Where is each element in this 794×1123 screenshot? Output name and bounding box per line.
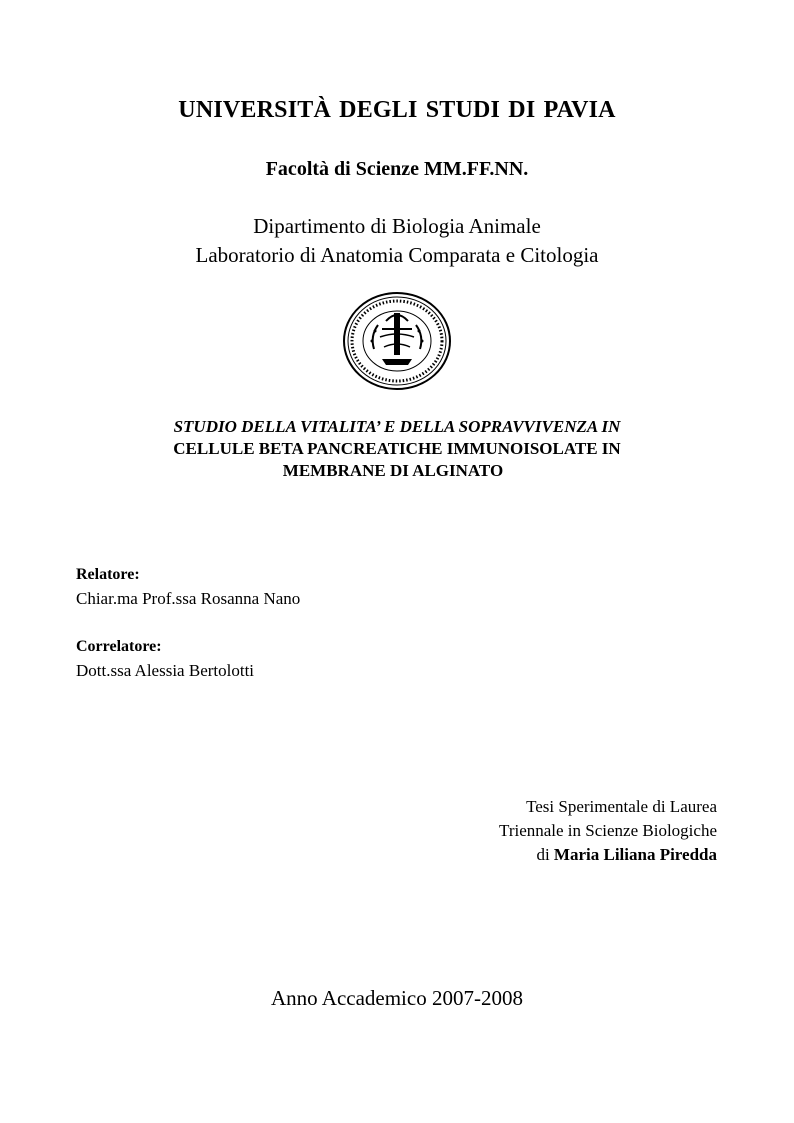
relatore-name: Chiar.ma Prof.ssa Rosanna Nano [76,589,301,608]
thesis-title [0,416,794,482]
relatore-label: Relatore: [76,566,140,583]
correlatore-label: Correlatore: [76,638,162,655]
academic-year: Anno Accademico 2007-2008 [271,986,523,1010]
thesis-info-block [499,795,717,867]
thesis-title-line-2: CELLULE BETA PANCREATICHE IMMUNOISOLATE IN [173,439,621,458]
author-line [499,843,717,867]
correlatore-name: Dott.ssa Alessia Bertolotti [76,661,255,680]
department-block [0,212,794,270]
author-name: Maria Liliana Piredda [553,845,717,864]
thesis-title-line-1: STUDIO DELLA VITALITA’ E DELLA SOPRAVVIVENZA IN [173,417,621,436]
department-name: Dipartimento di Biologia Animale [253,214,541,238]
laboratory-name: Laboratorio di Anatomia Comparata e Citologia [195,243,599,267]
thesis-title-line-3: MEMBRANE DI ALGINATO [282,461,504,480]
degree-course: Triennale in Scienze Biologiche [499,821,717,840]
university-name: UNIVERSITÀ DEGLI STUDI DI PAVIA [178,97,616,123]
university-seal-icon [342,291,452,391]
thesis-type: Tesi Sperimentale di Laurea [526,797,717,816]
author-prefix: di [536,845,554,864]
faculty-name: Facoltà di Scienze MM.FF.NN. [265,158,529,180]
